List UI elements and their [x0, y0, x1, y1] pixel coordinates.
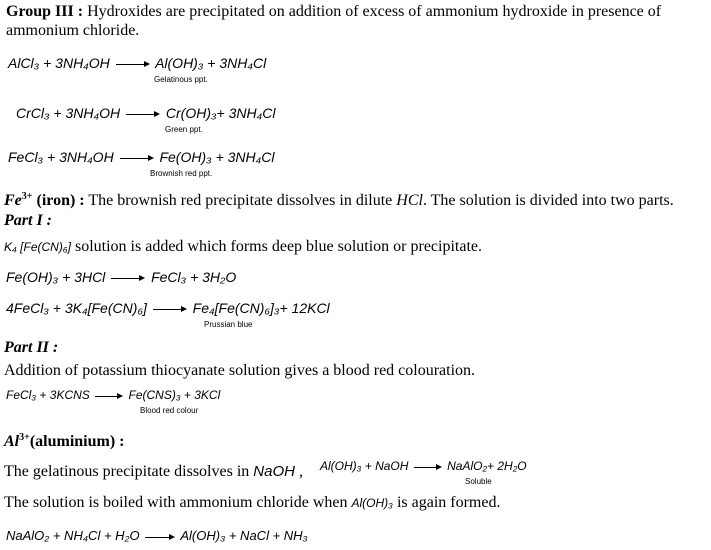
- equation-rhs: Cr(OH)₃+ 3NH₄Cl: [165, 105, 276, 121]
- equation-prussian-blue: [6, 300, 330, 316]
- equation-rhs: Al(OH)₃ + NaCl + NH₃: [180, 528, 308, 543]
- reaction-arrow-icon: [153, 304, 187, 314]
- reaction-arrow-icon: [120, 153, 154, 163]
- iron-heading: (iron) :: [32, 192, 85, 209]
- equation-lhs: CrCl₃ + 3NH₄OH: [16, 105, 121, 121]
- reaction-arrow-icon: [116, 59, 150, 69]
- equation-lhs: AlCl₃ + 3NH₄OH: [8, 55, 110, 71]
- equation-lhs: Fe(OH)₃ + 3HCl: [6, 269, 106, 285]
- equation-lhs: 4FeCl₃ + 3K₄[Fe(CN)₆]: [6, 300, 147, 316]
- equation-feoh3-hcl: [6, 269, 236, 285]
- precipitate-note: Gelatinous ppt.: [154, 75, 208, 84]
- reaction-arrow-icon: [111, 273, 145, 283]
- aluminium-ion: Al: [4, 433, 20, 450]
- part2-heading: Part II :: [4, 339, 59, 356]
- iron-charge: 3+: [21, 191, 33, 202]
- equation-lhs: NaAlO₂ + NH₄Cl + H₂O: [6, 528, 140, 543]
- equation-aloh3-naoh: [320, 459, 527, 473]
- aluminium-naoh: NaOH: [253, 463, 295, 480]
- equation-lhs: FeCl₃ + 3KCNS: [6, 388, 90, 402]
- equation-crcl3: [16, 105, 275, 121]
- aluminium-text1: [4, 462, 303, 482]
- equation-lhs: Al(OH)₃ + NaOH: [320, 459, 409, 473]
- group3-heading: Group III :: [6, 3, 84, 20]
- iron-paragraph: [4, 187, 674, 211]
- equation-rhs: NaAlO₂+ 2H₂O: [447, 459, 527, 473]
- part1-text: [4, 237, 482, 257]
- aluminium-text2-a: The solution is boiled with ammonium chloride when: [4, 494, 352, 511]
- equation-rhs: Fe(OH)₃ + 3NH₄Cl: [159, 149, 275, 165]
- aluminium-text2: [4, 493, 500, 513]
- equation-fecl3: [8, 149, 274, 165]
- aluminium-text1-body: The gelatinous precipitate dissolves in: [4, 463, 254, 480]
- aluminium-name: (aluminium) :: [29, 433, 125, 450]
- aluminium-heading: [4, 428, 125, 452]
- equation-lhs: FeCl₃ + 3NH₄OH: [8, 149, 114, 165]
- equation-rhs: Al(OH)₃ + 3NH₄Cl: [155, 55, 267, 71]
- iron-ion: Fe: [4, 192, 22, 209]
- part1-reagent: K₄ [Fe(CN)₆]: [4, 240, 71, 254]
- equation-kcns: [6, 388, 220, 402]
- iron-text-a: The brownish red precipitate dissolves in dilute: [84, 192, 397, 209]
- equation-naalo2: [6, 528, 308, 543]
- reaction-arrow-icon: [414, 462, 442, 472]
- equation-alcl3: [8, 55, 266, 71]
- group3-paragraph: [6, 2, 661, 22]
- iron-hcl: HCl: [396, 192, 423, 209]
- equation-rhs: FeCl₃ + 3H₂O: [151, 269, 237, 285]
- group3-text: Hydroxides are precipitated on addition of excess of ammonium hydroxide in presence of: [83, 3, 662, 20]
- reaction-arrow-icon: [126, 109, 160, 119]
- reaction-arrow-icon: [145, 532, 175, 542]
- part1-heading: Part I :: [4, 212, 52, 229]
- equation-rhs: Fe(CNS)₃ + 3KCl: [128, 388, 221, 402]
- aluminium-comma: ,: [294, 463, 303, 480]
- precipitate-note: Prussian blue: [204, 320, 253, 329]
- aluminium-text2-formula: Al(OH)₃: [351, 496, 393, 510]
- reaction-arrow-icon: [95, 391, 123, 401]
- precipitate-note: Brownish red ppt.: [150, 169, 213, 178]
- equation-rhs: Fe₄[Fe(CN)₆]₃+ 12KCl: [192, 300, 330, 316]
- part1-description: solution is added which forms deep blue solution or precipitate.: [70, 238, 483, 255]
- precipitate-note: Green ppt.: [165, 125, 203, 134]
- iron-text-b: . The solution is divided into two parts.: [422, 192, 674, 209]
- solubility-note: Soluble: [465, 477, 492, 486]
- group3-text-line2: ammonium chloride.: [6, 22, 140, 39]
- aluminium-text2-b: is again formed.: [392, 494, 501, 511]
- precipitate-note: Blood red colour: [140, 406, 199, 415]
- part2-text: Addition of potassium thiocyanate solution gives a blood red colouration.: [4, 362, 476, 379]
- aluminium-charge: 3+: [19, 432, 30, 443]
